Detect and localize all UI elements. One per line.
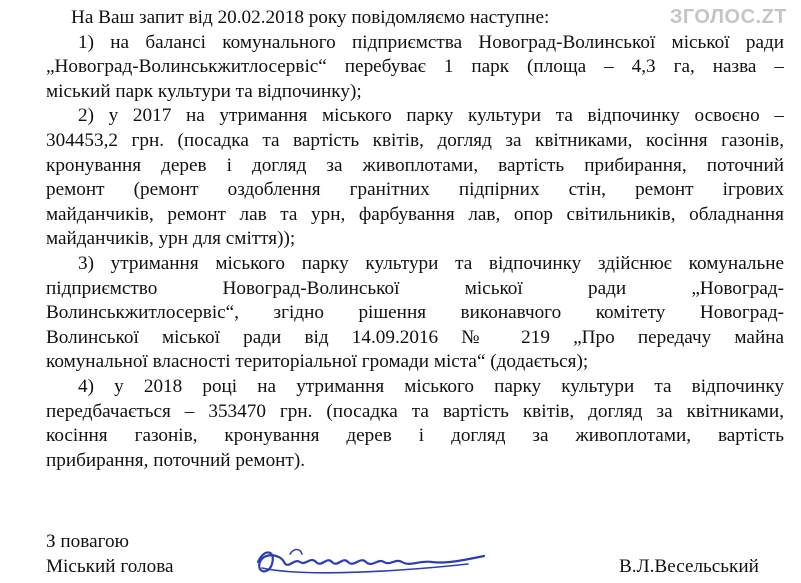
item3-line2: підприємство Новоград-Волинської міської ради „Новоград- — [46, 277, 784, 299]
item3-line3: Волинськжитлосервіс“, згідно рішення виконавчого комітету Новоград- — [46, 302, 784, 324]
item1-line3: міський парк культури та відпочинку); — [46, 80, 362, 102]
item3-line4: Волинської міської ради від 14.09.2016 № 219 „Про передачу майна — [46, 326, 784, 348]
closing-block — [46, 530, 174, 579]
item1-line1: 1) на балансі комунального підприємства Новоград-Волинської міської ради — [78, 31, 784, 53]
signer-name: В.Л.Весельський — [619, 556, 759, 577]
item4-line1: 4) у 2018 році на утримання міського парку культури та відпочинку — [78, 375, 784, 397]
item2-line3: кронування дерев і догляд за живоплотами, вартість прибирання, поточний — [46, 154, 784, 176]
intro-line: На Ваш запит від 20.02.2018 року повідомляємо наступне: — [71, 7, 550, 28]
item3-line1: 3) утримання міського парку культури та відпочинку здійснює комунальне — [78, 252, 784, 274]
item4-line2: передбачається – 353470 грн. (посадка та вартість квітів, догляд за квітниками, — [46, 400, 784, 422]
item3-line5: комунальної власності територіальної громади міста“ (додається); — [46, 351, 589, 373]
item2-line5: майданчиків, ремонт лав та урн, фарбування лав, опор світильників, обладнання — [46, 203, 784, 225]
position-text: Міський голова — [46, 555, 174, 577]
handwritten-signature — [250, 540, 490, 583]
item2-line6: майданчиків, урн для сміття)); — [46, 228, 296, 250]
watermark-logo: ЗГОЛОС.ZT — [669, 6, 787, 28]
item4-line3: косіння газонів, кронування дерев і догляд за живоплотами, вартість — [46, 425, 784, 447]
item2-line2: 304453,2 грн. (посадка та вартість квітів, догляд за квітниками, косіння газонів, — [46, 129, 784, 151]
item2-line4: ремонт (ремонт оздоблення гранітних підпірних стін, ремонт ігрових — [46, 179, 784, 201]
regards-text: З повагою — [46, 531, 129, 552]
item2-line1: 2) у 2017 на утримання міського парку культури та відпочинку освоєно – — [78, 105, 784, 127]
letter-body — [46, 6, 784, 473]
item4-line4: прибирання, поточний ремонт). — [46, 449, 306, 471]
item1-line2: „Новоград-Волинськжитлосервіс“ перебуває 1 парк (площа – 4,3 га, назва – — [46, 56, 784, 78]
